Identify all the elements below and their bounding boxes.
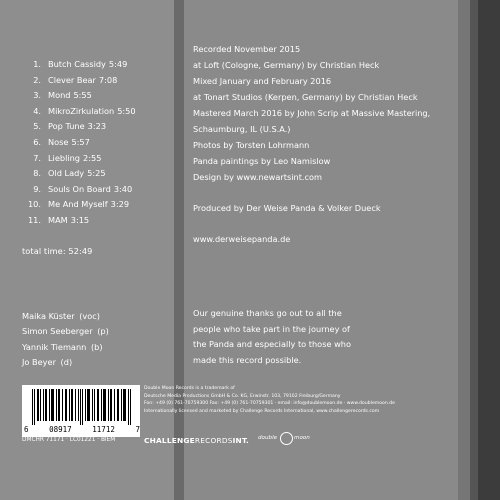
track-title: Mond	[48, 90, 71, 101]
track-number: 8.	[33, 168, 41, 179]
barcode-digits	[24, 425, 140, 434]
track-number: 6.	[33, 136, 41, 147]
track-duration: 5:55	[73, 90, 92, 101]
catalog-number: DMCHR 71171 · LC01221 · BIEM	[22, 437, 116, 443]
logo-word-right: moon	[294, 435, 310, 441]
track-item	[22, 106, 136, 122]
musician-item	[22, 311, 109, 326]
track-number: 3.	[33, 90, 41, 101]
track-number: 4.	[33, 105, 41, 116]
track-duration: 5:25	[87, 168, 106, 179]
double-moon-logo	[258, 431, 310, 447]
thanks-line: people who take part in the journey of	[193, 323, 350, 334]
track-number: 10.	[27, 199, 41, 210]
track-item	[22, 153, 136, 169]
track-duration: 3:40	[113, 183, 133, 194]
credit-line: Panda paintings by Leo Namislow	[193, 156, 331, 166]
credit-line: Recorded November 2015	[193, 44, 301, 54]
musician-name: Jo Beyer	[22, 357, 56, 368]
barcode	[22, 385, 140, 437]
edge-stripe-light	[458, 0, 470, 500]
musician-role: (p)	[97, 326, 109, 337]
logo-word-bold: CHALLENGE	[144, 436, 195, 445]
track-title: Me And Myself	[48, 199, 108, 210]
track-duration: 5:49	[108, 59, 128, 69]
track-duration: 3:29	[110, 199, 130, 210]
legal-line: Deutsche Media Productions GmbH & Co. KG, Erwinstr. 103, 79102 Freiburg/Germany	[144, 393, 341, 399]
track-item	[22, 121, 136, 137]
credit-line: Schaumburg, IL (U.S.A.)	[193, 124, 291, 134]
logo-word-suffix: INT.	[232, 436, 250, 445]
logo-word-left: double	[258, 435, 278, 441]
track-item	[22, 137, 136, 153]
right-panel	[184, 0, 500, 500]
credit-line: at Loft (Cologne, Germany) by Christian Heck	[193, 60, 380, 70]
musician-name: Maika Küster	[22, 311, 75, 321]
credit-line: Mixed January and February 2016	[193, 76, 332, 86]
total-time: total time: 52:49	[22, 246, 93, 256]
musician-role: (d)	[60, 357, 73, 368]
track-number: 5.	[33, 121, 41, 132]
track-duration: 2:55	[83, 152, 102, 163]
credit-line: Photos by Torsten Lohrmann	[193, 140, 310, 150]
musician-role: (b)	[90, 341, 103, 352]
thanks-line: made this record possible.	[193, 354, 302, 365]
track-duration: 5:57	[71, 136, 90, 147]
edge-stripe-dark	[478, 0, 500, 500]
legal-line: Double Moon Records is a trademark of	[144, 386, 235, 391]
track-title: MikroZirkulation	[48, 105, 115, 116]
barcode-bars	[32, 389, 132, 425]
track-duration: 7:08	[98, 74, 118, 85]
track-title: Souls On Board	[48, 183, 111, 194]
track-title: Old Lady	[48, 168, 85, 179]
legal-line: Internationally licensed and marketed by Challenge Records International, www.challengerecords.com	[144, 408, 380, 414]
musician-list	[22, 311, 109, 373]
track-title: MAM	[48, 214, 68, 225]
track-title: Liebling	[48, 152, 81, 163]
track-title: Nose	[48, 136, 69, 147]
challenge-records-logo	[144, 436, 249, 445]
barcode-digit-group: 08917	[49, 425, 72, 434]
track-number: 7.	[33, 152, 41, 163]
musician-item	[22, 357, 109, 372]
track-number: 2.	[33, 74, 41, 85]
credit-line: Produced by Der Weise Panda & Volker Dueck	[193, 203, 381, 213]
track-title: Pop Tune	[48, 121, 85, 132]
track-number: 9.	[33, 183, 41, 194]
track-duration: 3:15	[70, 214, 90, 225]
spine-divider	[174, 0, 184, 500]
edge-stripe-mid	[470, 0, 478, 500]
credit-line: Design by www.newartsint.com	[193, 172, 322, 182]
track-number: 1.	[33, 59, 41, 69]
website-link: www.derweisepanda.de	[193, 234, 291, 244]
track-item	[22, 199, 136, 215]
track-item	[22, 75, 136, 91]
musician-item	[22, 342, 109, 357]
musician-role: (voc)	[79, 311, 100, 321]
legal-notice	[144, 385, 464, 415]
track-number: 11.	[27, 214, 41, 225]
barcode-digit-group: 11712	[92, 425, 115, 434]
logo-word-thin: RECORDS	[194, 436, 233, 445]
track-item	[22, 90, 136, 106]
musician-name: Yannik Tiemann	[22, 341, 87, 352]
legal-line: Fon: +49 (0) 761-70759300 Fax: +49 (0) 761-70759301 · email: info@doublemoon.de · www.doublemoon.de	[144, 401, 395, 407]
thanks-note	[193, 308, 351, 370]
credit-line: Mastered March 2016 by John Scrip at Massive Mastering,	[193, 108, 431, 118]
thanks-line: the Panda and especially to those who	[193, 339, 351, 350]
thanks-line: Our genuine thanks go out to all the	[193, 308, 342, 318]
musician-item	[22, 326, 109, 341]
barcode-digit-group: 6	[24, 425, 29, 434]
track-item	[22, 184, 136, 200]
tracklist	[22, 59, 136, 231]
track-item	[22, 168, 136, 184]
track-item	[22, 215, 136, 231]
track-title: Clever Bear	[48, 74, 96, 85]
track-duration: 3:23	[87, 121, 107, 132]
track-duration: 5:50	[117, 105, 136, 116]
track-title: Butch Cassidy	[48, 59, 106, 69]
track-item	[22, 59, 136, 75]
moon-icon	[280, 432, 293, 445]
barcode-digit-group: 7	[135, 425, 140, 434]
musician-name: Simon Seeberger	[22, 326, 93, 337]
credit-line: at Tonart Studios (Kerpen, Germany) by Christian Heck	[193, 92, 418, 102]
